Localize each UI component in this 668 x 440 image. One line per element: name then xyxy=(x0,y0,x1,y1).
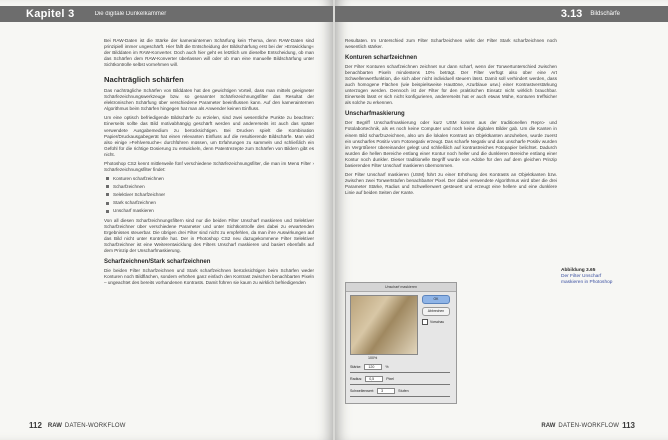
paragraph: Der Filter Konturen scharfzeichnen zeichnet nur dann scharf, wenn der Tonwertunterschied zwischen benachbarten Pixeln mindestens 10% beträgt. Der Filter verfügt also über eine Art Schwellenwertfunktion, die sich aber nicht individuell steuern lässt. Damit soll verhindert werden, dass auch homogene Flächen (wie beispielsweise Hauttöne, Azurblaue usw.) einer Kontrastverstärkung unterzogen werden. Dennoch ist der Filter für den praktischen Einsatz nicht wirklich brauchbar. Einerseits lässt er sich nicht konfigurieren, andererseits hat er auch etwas Mühe, Konturen treffsicher als solche zu erkennen. xyxy=(345,64,557,106)
paragraph: Der Begriff Unscharfmaskierung oder kurz USM kommt aus der traditionellen Repro- und Fotolabortechnik, als es noch keine Computer und noch keine digitalen Bilder gab. Um die Kanten in einem Bild scharfzuzeichnen, also um die lokalen Kontrast an Objektkanten anzuheben, wurde zuerst ein unscharfes Positiv vom Fotonegativ erzeugt. Das scharfe Negativ und das unscharfe Positiv wurden im Vergrößerer übereinander gelegt und schließlich auf kontrastreiches Fotopapier belichtet. Dadurch wurden die hellen Bereiche entlang einer Kontur noch heller und die dunkleren Bereiche entlang einer Kontur noch dunkler. Dieser traditionelle Begriff wurde von Adobe für den auf dem gleichen Prinzip basierenden Filter Unscharf maskieren übernommen. xyxy=(345,120,557,168)
page-number: 113 xyxy=(622,421,635,430)
page-number: 112 xyxy=(29,421,42,430)
cancel-button[interactable]: Abbrechen xyxy=(422,307,450,316)
amount-row: Stärke: 120 % xyxy=(350,365,389,369)
radius-input[interactable]: 0,5 xyxy=(365,376,383,382)
radius-row: Radius: 0,5 Pixel xyxy=(350,377,394,381)
unsharp-mask-dialog-figure xyxy=(345,282,457,404)
amount-slider[interactable] xyxy=(350,372,450,373)
left-footer xyxy=(26,421,126,430)
paragraph: Von all diesen Scharfzeichnungsfiltern sind nur die beiden Filter Unscharf maskieren und Selektiver Scharfzeichner über verschiedene Parameter und unter Sichtkontrolle des dabei zu erwartenden Ergebnisses steuerbar. Die übrigen drei Filter sind nicht zu empfehlen, da man ihre Auswirkungen auf das Bild nicht unter Kontrolle hat. Der in Photoshop CS2 neu dazugekommene Filter Selektiver Scharfzeichner ist eine Weiterentwicklung des Filters Unscharf maskieren und basiert ebenfalls auf dem Prinzip der Unscharfmaskierung. xyxy=(104,218,314,254)
dialog-title: Unscharf maskieren xyxy=(346,283,456,292)
paragraph: Photoshop CS2 kennt mittlerweile fünf verschiedene Schärfezeichnungsfilter, die man im Menü Filter › Schärfezeichnungsfilter findet: xyxy=(104,160,314,172)
paragraph: Die beiden Filter Scharfzeichnen und Stark scharfzeichnen berücksichtigen beim Schärfen weder Konturen noch Bildflächen, sondern erhöhen ganz einfach den Kontrast zwischen benachbarten Pixeln – ungeachtet des bereits vorhandenen Kontrasts. Damit führen sie kaum zu wirklich befriedigenden xyxy=(104,268,314,286)
dialog-buttons xyxy=(422,295,450,325)
footer-raw: RAW xyxy=(541,422,556,429)
right-footer xyxy=(538,421,638,430)
left-page xyxy=(0,0,333,440)
footer-label: DATEN-WORKFLOW xyxy=(64,422,126,429)
left-intro-paragraph: Bei RAW-Daten ist die Stärke der kamerainternen Schärfung kein Thema, denn RAW-Daten sind prinzipiell immer ungeschärft. Hier fällt die Entscheidung der Bildschärfung erst bei der »Entwicklung« der Bilddaten im RAW-Konverter. Doch auch hier geht es letztlich um dieselbe Entscheidung, ob man das Schärfen dem RAW-Konverter überlassen will oder ob man eine manuelle Bildschärfung unter Sichtkontrolle selbst vornehmen will. xyxy=(104,38,314,68)
ok-button[interactable]: OK xyxy=(422,295,450,304)
preview-checkbox[interactable]: Vorschau xyxy=(422,319,450,325)
threshold-row: Schwellenwert: 3 Stufen xyxy=(350,389,409,393)
radius-slider[interactable] xyxy=(350,384,450,385)
checkbox-icon xyxy=(422,319,428,325)
caption-text: Der Filter Unscharf maskieren in Photoshop xyxy=(561,274,613,285)
subsection-heading: Unscharfmaskierung xyxy=(345,111,405,118)
threshold-input[interactable]: 3 xyxy=(377,388,395,394)
bullet-icon xyxy=(106,202,109,205)
paragraph: Der Filter Unscharf maskieren (USM) führt zu einer Erhöhung des Kontrasts an Objektkanten bzw. zwischen zwei Tonwertstufen benachbarter Pixel. Der dabei verwendete Algorithmus wird über die drei Parameter Stärke, Radius und Schwellenwert gesteuert und erzeugt eine hellere und eine dunklere Linie auf beiden Seiten der Kante. xyxy=(345,171,557,195)
footer-raw: RAW xyxy=(47,422,62,429)
list-item: Stark scharfzeichnen xyxy=(106,200,314,206)
caption-label: Abbildung 3.65 xyxy=(561,268,596,273)
left-header-bar xyxy=(0,6,333,22)
paragraph: Das nachträgliche Schärfen von Bilddaten hat den gewichtigen Vorteil, dass man mittels geeigneter Schärfezeichnungswerkzeuge bzw. so genannter Schärfezeichnungsfilter das Resultat der elektronischen Schärfung über verschiedene Parameter beeinflussen kann. Auf den kamerainternen Algorithmus beim Schärfen hingegen hat man als Anwender keinen Einfluss. xyxy=(104,88,314,112)
figure-caption xyxy=(561,268,621,286)
bullet-icon xyxy=(106,185,109,188)
amount-input[interactable]: 120 xyxy=(364,364,382,370)
section-number: 3.13 xyxy=(560,8,583,20)
list-item: Unscharf maskieren xyxy=(106,208,314,214)
right-intro-paragraph: Resultaten. Im Unterschied zum Filter Scharfzeichnen wirkt der Filter Stark scharfzeichnen noch wesentlich stärker. xyxy=(345,38,557,50)
list-item: Selektiver Scharfzeichner xyxy=(106,192,314,198)
dialog-preview-image xyxy=(350,295,418,355)
list-item: Scharfzeichnen xyxy=(106,184,314,190)
subsection-heading: Scharfzeichnen/Stark scharfzeichnen xyxy=(104,259,211,266)
chapter-subtitle: Die digitale Dunkelkammer xyxy=(94,11,167,17)
section-heading: Nachträglich schärfen xyxy=(104,75,184,85)
right-header-bar xyxy=(335,6,668,22)
subsection-heading: Konturen scharfzeichnen xyxy=(345,55,418,62)
bullet-icon xyxy=(106,177,109,180)
paragraph: Um eine optisch befriedigende Bildschärfe zu erzielen, sind zwei wesentliche Punkte zu beachten: Einerseits sollte das Bild motivabhängig geschärft werden und andererseits ist auch das später verwendete Ausgabemedium zu berücksichtigen. Bei Drucken spielt die Kombination Papier/Druckausgabegerät hat einen relevanten Einfluss auf die resultierende Bildschärfe. Man wird also einige »Fehlversuche« durchführen müssen, um Erfahrungen zu sammeln und schließlich ein Gefühl für die richtige Dosierung zu entwickeln, denn Patentrezepte zum Schärfen von Bildern gibt es nicht. xyxy=(104,115,314,157)
list-item: Konturen scharfzeichnen xyxy=(106,176,314,182)
threshold-slider[interactable] xyxy=(350,396,450,397)
zoom-level: 100% xyxy=(368,356,378,360)
footer-label: DATEN-WORKFLOW xyxy=(558,422,620,429)
right-text-column xyxy=(345,38,557,199)
right-page xyxy=(335,0,668,440)
bullet-icon xyxy=(106,210,109,213)
section-title: Bildschärfe xyxy=(590,11,620,17)
filter-list xyxy=(104,176,314,214)
bullet-icon xyxy=(106,193,109,196)
left-text-column xyxy=(104,38,314,290)
chapter-label: Kapitel 3 xyxy=(26,8,75,20)
